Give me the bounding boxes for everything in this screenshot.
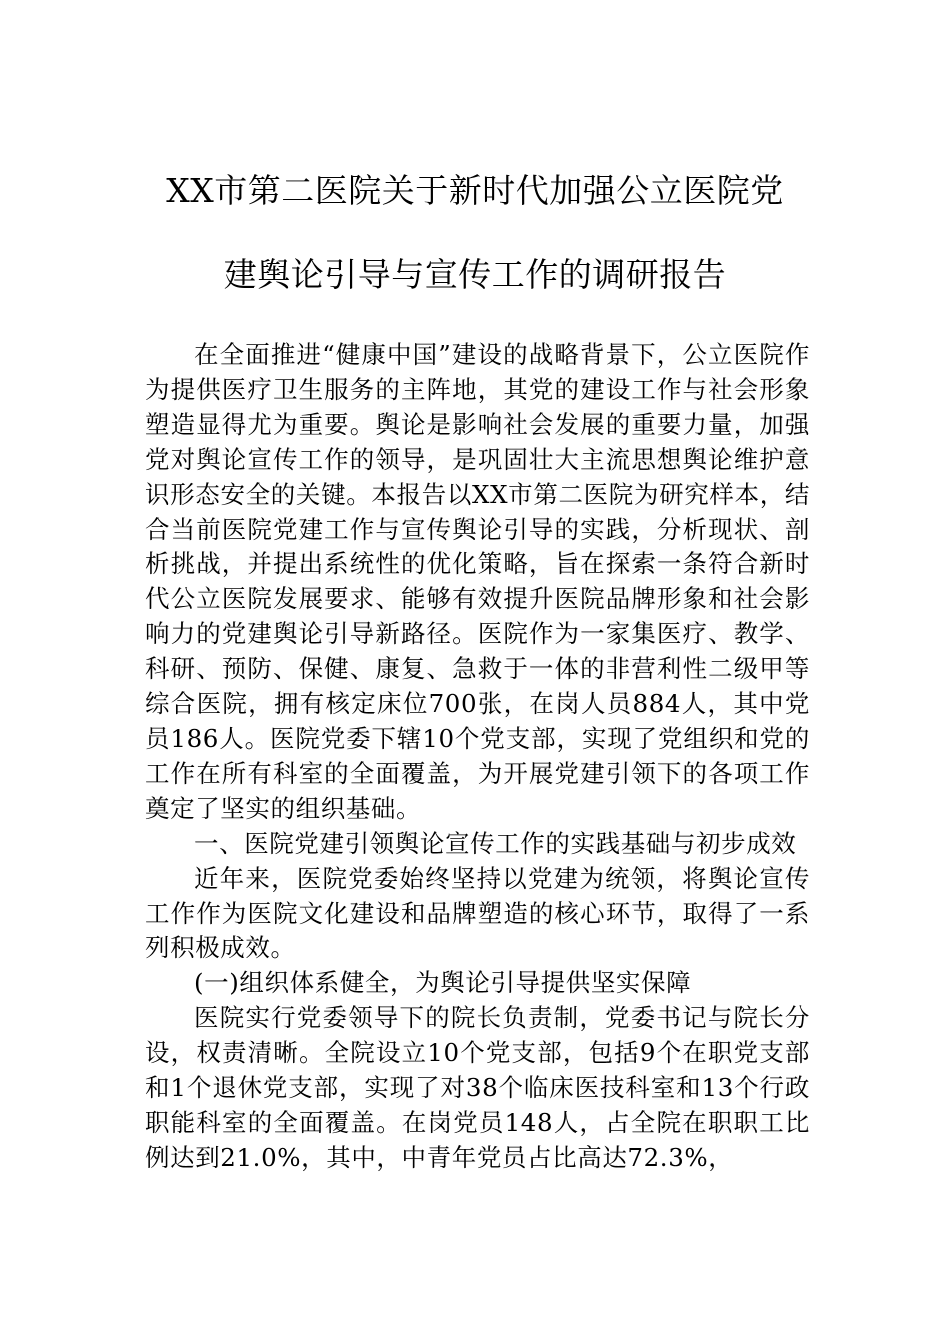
report-title <box>120 170 830 338</box>
title-line-2: 建舆论引导与宣传工作的调研报告 <box>223 255 727 294</box>
report-body <box>145 338 810 1176</box>
intro-paragraph: 在全面推进“健康中国”建设的战略背景下，公立医院作为提供医疗卫生服务的主阵地，其党的建设工作与社会形象塑造显得尤为重要。舆论是影响社会发展的重要力量，加强党对舆论宣传工作的领导，是巩固壮大主流思想舆论维护意识形态安全的关键。本报告以XX市第二医院为研究样本，结合当前医院党建工作与宣传舆论引导的实践，分析现状、剖析挑战，并提出系统性的优化策略，旨在探索一条符合新时代公立医院发展要求、能够有效提升医院品牌形象和社会影响力的党建舆论引导新路径。医院作为一家集医疗、教学、科研、预防、保健、康复、急救于一体的非营利性二级甲等综合医院，拥有核定床位700张，在岗人员884人，其中党员186人。医院党委下辖10个党支部，实现了党组织和党的工作在所有科室的全面覆盖，为开展党建引领下的各项工作奠定了坚实的组织基础。 <box>145 340 810 823</box>
title-line-1: XX市第二医院关于新时代加强公立医院党 <box>166 171 784 210</box>
subsection-heading-1: (一)组织体系健全，为舆论引导提供坚实保障 <box>194 968 692 998</box>
subsection-1-paragraph: 医院实行党委领导下的院长负责制，党委书记与院长分设，权责清晰。全院设立10个党支部，包括9个在职党支部和1个退休党支部，实现了对38个临床医技科室和13个行政职能科室的全面覆盖。在岗党员148人，占全院在职职工比例达到21.0%，其中，中青年党员占比高达72.3%， <box>145 1003 810 1172</box>
section-heading-1: 一、医院党建引领舆论宣传工作的实践基础与初步成效 <box>194 828 797 858</box>
section-1-paragraph: 近年来，医院党委始终坚持以党建为统领，将舆论宣传工作作为医院文化建设和品牌塑造的核心环节，取得了一系列积极成效。 <box>145 863 810 963</box>
